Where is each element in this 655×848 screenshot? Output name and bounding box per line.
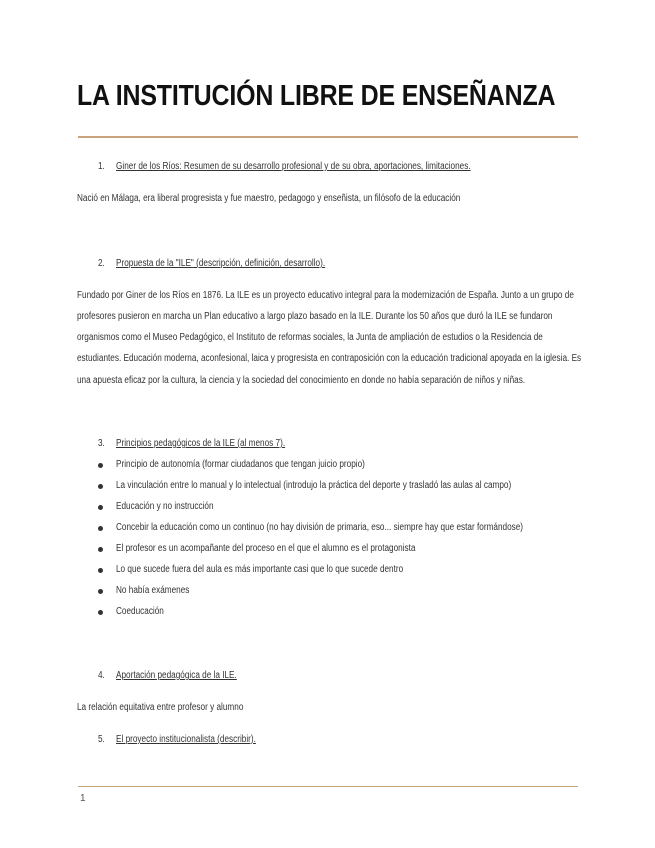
list-item: La vinculación entre lo manual y lo intelectual (introdujo la práctica del deporte y trasladó las aulas al campo) bbox=[116, 480, 512, 491]
list-item: Concebir la educación como un continuo (no hay división de primaria, eso... siempre hay que estar formándose) bbox=[116, 522, 524, 533]
section-2-paragraph-line: profesores pusieron en marcha un Plan educativo a largo plazo basado en la ILE. Durante los 50 años que duró la ILE se fundaron bbox=[77, 311, 553, 322]
section-4-number: 4. bbox=[98, 670, 105, 681]
section-4-paragraph-line: La relación equitativa entre profesor y alumno bbox=[77, 702, 244, 713]
section-5-number: 5. bbox=[98, 734, 105, 745]
section-2-heading: Propuesta de la "ILE" (descripción, definición, desarrollo). bbox=[116, 258, 326, 269]
list-item: Educación y no instrucción bbox=[116, 501, 214, 512]
bullet-icon bbox=[98, 610, 103, 615]
section-1-paragraph-line: Nació en Málaga, era liberal progresista y fue maestro, pedagogo y enseñista, un filósofo de la educación bbox=[77, 193, 461, 204]
bullet-icon bbox=[98, 526, 103, 531]
bullet-icon bbox=[98, 505, 103, 510]
section-3-heading: Principios pedagógicos de la ILE (al menos 7). bbox=[116, 438, 286, 449]
section-2-paragraph-line: una apuesta eficaz por la cultura, la ciencia y la sociedad del conocimiento en donde no había separación de niños y niñas. bbox=[77, 375, 526, 386]
page-number: 1 bbox=[80, 793, 86, 804]
section-1-heading: Giner de los Ríos: Resumen de su desarrollo profesional y de su obra, aportaciones, limitaciones. bbox=[116, 161, 471, 172]
list-item: Lo que sucede fuera del aula es más importante casi que lo que sucede dentro bbox=[116, 564, 404, 575]
bullet-icon bbox=[98, 547, 103, 552]
list-item: Coeducación bbox=[116, 606, 164, 617]
footer-divider bbox=[78, 786, 578, 787]
bullet-icon bbox=[98, 463, 103, 468]
section-3-number: 3. bbox=[98, 438, 105, 449]
list-item: El profesor es un acompañante del proceso en el que el alumno es el protagonista bbox=[116, 543, 416, 554]
section-5-heading: El proyecto institucionalista (describir). bbox=[116, 734, 256, 745]
section-2-paragraph-line: Fundado por Giner de los Ríos en 1876. La ILE es un proyecto educativo integral para la modernización de España. Junto a un grupo de bbox=[77, 290, 574, 301]
section-1-number: 1. bbox=[98, 161, 105, 172]
section-2-number: 2. bbox=[98, 258, 105, 269]
section-4-heading: Aportación pedagógica de la ILE. bbox=[116, 670, 237, 681]
section-2-paragraph-line: estudiantes. Educación moderna, aconfesional, laica y progresista en contraposición con la educación tradicional apoyada en la iglesia. Es bbox=[77, 353, 582, 364]
top-divider bbox=[78, 136, 578, 138]
page-title: LA INSTITUCIÓN LIBRE DE ENSEÑANZA bbox=[77, 80, 556, 112]
list-item: Principio de autonomía (formar ciudadanos que tengan juicio propio) bbox=[116, 459, 365, 470]
bullet-icon bbox=[98, 589, 103, 594]
section-2-paragraph-line: organismos como el Museo Pedagógico, el Instituto de reformas sociales, la Junta de ampliación de estudios o la Residencia de bbox=[77, 332, 543, 343]
list-item: No había exámenes bbox=[116, 585, 190, 596]
bullet-icon bbox=[98, 568, 103, 573]
bullet-icon bbox=[98, 484, 103, 489]
